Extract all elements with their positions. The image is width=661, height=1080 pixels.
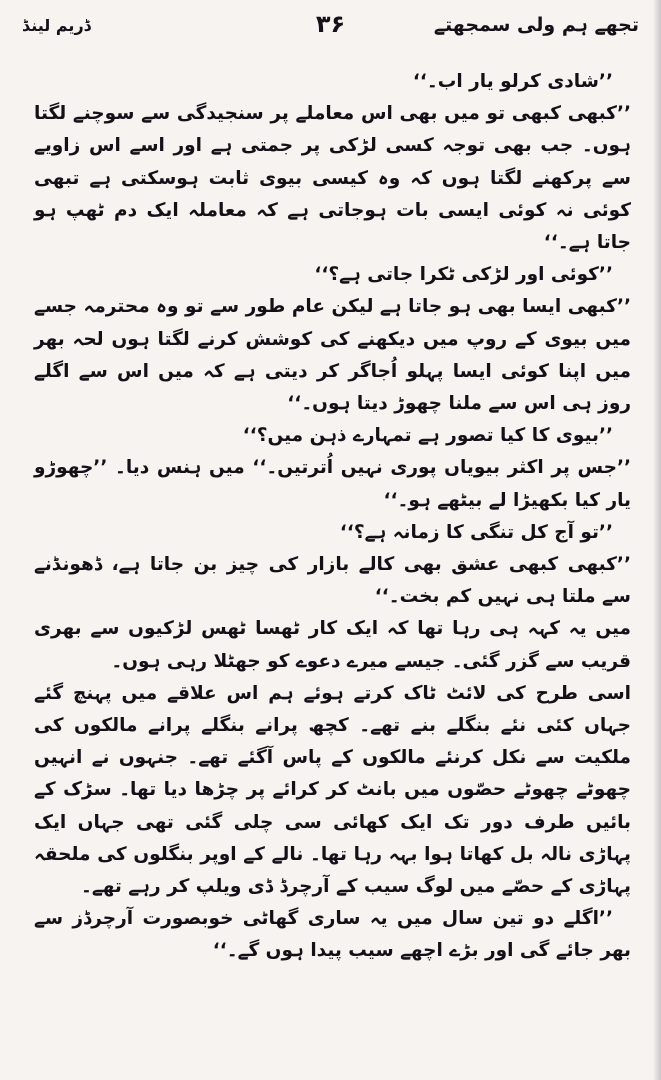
paragraph: ’’شادی کرلو یار اب۔‘‘ bbox=[412, 71, 613, 92]
page-header bbox=[22, 10, 639, 48]
publisher-name: ڈریم لینڈ bbox=[22, 16, 91, 35]
paragraph: ’’کبھی ایسا بھی ہو جاتا ہے لیکن عام طور سے تو وہ محترمہ جسے میں بیوی کے روپ میں دیکھنے کی کوشش کرنے لگتا ہوں لحہ بھر میں اپنا کوئی ایسا پہلو اُجاگر کر دیتی ہے کہ میں اس سے اگلے روز ہی اس سے ملنا چھوڑ دیتا ہوں۔‘‘ bbox=[34, 296, 631, 415]
page-edge bbox=[653, 0, 661, 1080]
paragraph: ’’جس پر اکثر بیویاں پوری نہیں اُترتیں۔‘‘ میں ہنس دیا۔ ’’چھوڑو یار کیا بکھیڑا لے بیٹھے ہو۔‘‘ bbox=[34, 457, 631, 511]
page-number: ۳۶ bbox=[315, 10, 346, 38]
paragraph: ’’کبھی کبھی عشق بھی کالے بازار کی چیز بن جاتا ہے، ڈھونڈنے سے ملتا ہی نہیں کم بخت۔‘‘ bbox=[34, 554, 631, 608]
book-title: تجھے ہم ولی سمجھتے bbox=[433, 14, 639, 36]
paragraph: ’’تو آج کل تنگی کا زمانہ ہے؟‘‘ bbox=[339, 521, 613, 543]
body-text bbox=[34, 66, 631, 968]
paragraph: اسی طرح کی لائٹ ٹاک کرتے ہوئے ہم اس علاقے میں پہنچ گئے جہاں کئی نئے بنگلے بنے تھے۔ کچھ پرانے بنگلے پرانے مالکوں کی ملکیت سے نکل کرنئے مالکوں کے پاس آگئے تھے۔ جنہوں نے انہیں چھوٹے چھوٹے حصّوں میں بانٹ کر کرائے پر چڑھا دیا تھا۔ سڑک کے بائیں طرف دور تک ایک کھائی سی چلی گئی تھی جہاں ایک پہاڑی نالہ بل کھاتا ہوا بہہ رہا تھا۔ نالے کے اوپر بنگلوں کی ملحقہ پہاڑی کے حصّے میں لوگ سیب کے آرچرڈ ڈی ویلپ کر رہے تھے۔ bbox=[34, 682, 631, 898]
paragraph: میں یہ کہہ ہی رہا تھا کہ ایک کار ٹھسا ٹھس لڑکیوں سے بھری قریب سے گزر گئی۔ جیسے میرے دعوے کو جھٹلا رہی ہوں۔ bbox=[34, 618, 631, 672]
paragraph: ’’کوئی اور لڑکی ٹکرا جاتی ہے؟‘‘ bbox=[314, 264, 613, 286]
paragraph: ’’بیوی کا کیا تصور ہے تمہارے ذہن میں؟‘‘ bbox=[242, 425, 613, 447]
paragraph: ’’کبھی کبھی تو میں بھی اس معاملے پر سنجیدگی سے سوچنے لگتا ہوں۔ جب بھی توجہ کسی لڑکی پر جمتی ہے اور اسے اس زاویے سے پرکھنے لگتا ہوں کہ وہ کیسی بیوی ثابت ہوسکتی ہے تبھی کوئی نہ کوئی ایسی بات ہوجاتی ہے کہ معاملہ ایک دم ٹھپ ہو جاتا ہے۔‘‘ bbox=[34, 103, 631, 254]
paragraph: ’’اگلے دو تین سال میں یہ ساری گھاٹی خوبصورت آرچرڈز سے بھر جائے گی اور بڑے اچھے سیب پیدا ہوں گے۔‘‘ bbox=[34, 908, 631, 962]
